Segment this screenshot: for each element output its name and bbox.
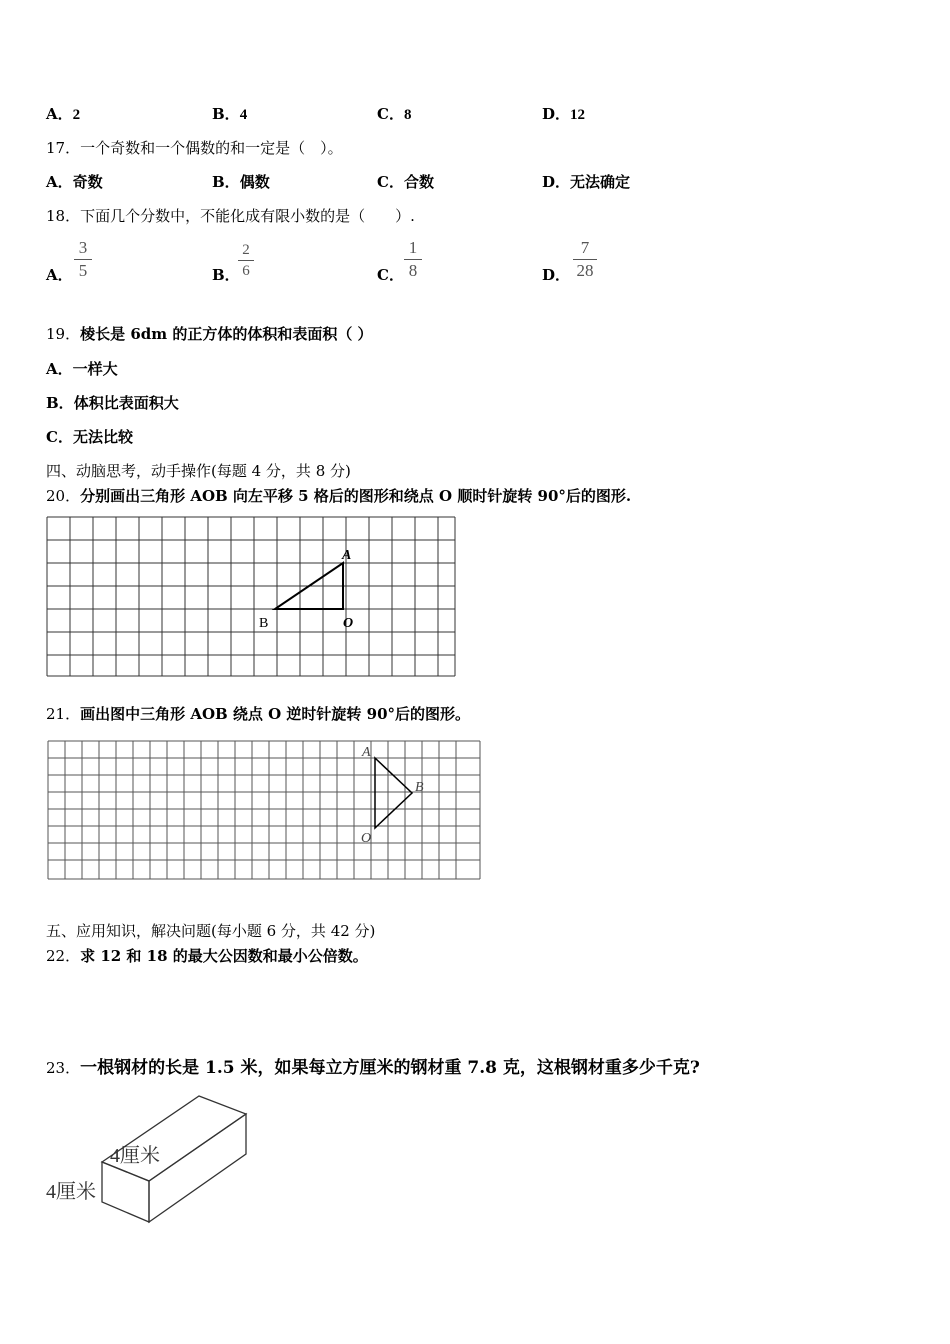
- q18-option-a-letter: A．: [46, 266, 73, 284]
- q21-question: 21．画出图中三角形 AOB 绕点 O 逆时针旋转 90°后的图形。: [46, 705, 471, 723]
- q20-grid: [47, 517, 455, 676]
- q16-option-b: B．4: [212, 105, 248, 123]
- q16-option-d: D．12: [542, 105, 586, 123]
- numerator: 2: [242, 242, 250, 258]
- q21-label-a: A: [362, 745, 371, 760]
- q21-label-b: B: [415, 780, 424, 795]
- q20-grid-figure: [46, 516, 458, 678]
- q16-option-c: C．8: [377, 105, 412, 123]
- q23-steel-bar-figure: [44, 1084, 254, 1230]
- q17-option-d: D．无法确定: [542, 173, 631, 191]
- q18-option-c-fraction: [404, 238, 422, 281]
- q23-label-top: 4厘米: [110, 1145, 160, 1167]
- denominator: 6: [242, 263, 250, 279]
- q19-option-a: A．一样大: [46, 360, 118, 378]
- q17-option-b: B．偶数: [212, 173, 270, 191]
- q18-option-d-letter: D．: [542, 266, 571, 284]
- q21-label-o: O: [361, 831, 372, 846]
- numerator: 7: [580, 238, 590, 257]
- q19-option-b: B．体积比表面积大: [46, 394, 179, 412]
- q18-option-c-letter: C．: [377, 266, 404, 284]
- q20-question: 20．分别画出三角形 AOB 向左平移 5 格后的图形和绕点 O 顺时针旋转 90°后的图形.: [46, 487, 632, 505]
- q18-option-d-fraction: [573, 238, 597, 281]
- denominator: 28: [576, 261, 594, 280]
- denominator: 8: [408, 261, 418, 280]
- q20-label-a: A: [342, 548, 352, 563]
- q18-option-b-letter: B．: [212, 266, 240, 284]
- q21-grid: [48, 741, 480, 879]
- q18-option-b-fraction: [238, 241, 254, 280]
- q19-question: 19．棱长是 6dm 的正方体的体积和表面积（ ）: [46, 325, 373, 343]
- q18-question: 18．下面几个分数中，不能化成有限小数的是（ ）.: [46, 207, 415, 225]
- section-4-title: 四、动脑思考，动手操作(每题 4 分，共 8 分): [46, 462, 351, 480]
- q18-option-a-fraction: [74, 238, 92, 281]
- q19-option-c: C．无法比较: [46, 428, 133, 446]
- numerator: 3: [78, 238, 88, 257]
- q23-question: 23．一根钢材的长是 1.5 米，如果每立方厘米的钢材重 7.8 克，这根钢材重多少千克?: [46, 1058, 700, 1078]
- denominator: 5: [78, 261, 88, 280]
- q17-question: 17．一个奇数和一个偶数的和一定是（ ）。: [46, 139, 343, 157]
- numerator: 1: [408, 238, 418, 257]
- section-5-title: 五、应用知识，解决问题(每小题 6 分，共 42 分): [46, 922, 376, 940]
- q21-grid-figure: [46, 739, 484, 882]
- q20-label-o: O: [343, 616, 354, 631]
- q23-label-left: 4厘米: [46, 1181, 96, 1203]
- q22-question: 22．求 12 和 18 的最大公因数和最小公倍数。: [46, 947, 368, 965]
- q17-option-a: A．奇数: [46, 173, 103, 191]
- q20-label-b: B: [259, 616, 269, 631]
- q17-option-c: C．合数: [377, 173, 434, 191]
- q16-option-a: A．2: [46, 105, 81, 123]
- q21-triangle-aob: [375, 758, 412, 828]
